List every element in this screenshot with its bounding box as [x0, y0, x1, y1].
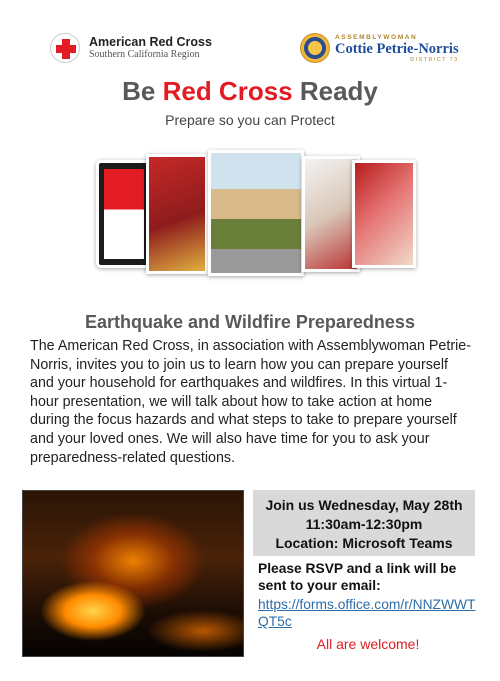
- cpr-training-photo: [352, 160, 416, 268]
- welcome-text: All are welcome!: [316, 636, 420, 652]
- rsvp-text: Please RSVP and a link will be sent to your email:: [258, 561, 457, 593]
- rsvp-link[interactable]: https://forms.office.com/r/NNZWWTQT5c: [258, 597, 476, 629]
- assembly-top-label: ASSEMBLYWOMAN: [335, 33, 418, 41]
- emergency-kit-photo: [146, 154, 208, 274]
- org-region: Southern California Region: [89, 49, 200, 60]
- volunteers-photo: [208, 150, 304, 276]
- page-subtitle: Prepare so you can Protect: [165, 112, 335, 128]
- state-seal-icon: [300, 33, 330, 63]
- section-body: The American Red Cross, in association with Assemblywoman Petrie-Norris, invites you to join us to learn how you can prepare yourself and your household for earthquakes and wildfires. In this virtual 1-hour presentation, we will talk about how to take action at home during the focus hazards and what steps to take to prepare yourself and your loved ones. We will also have time for you to ask your preparedness-related questions.: [30, 338, 471, 466]
- page-title: Be Red Cross Ready: [122, 76, 378, 106]
- assembly-name: Cottie Petrie-Norris: [335, 40, 459, 57]
- photo-collage: [90, 150, 420, 280]
- event-location: Location: Microsoft Teams: [275, 535, 453, 551]
- event-time: 11:30am-12:30pm: [305, 516, 423, 532]
- event-date: Join us Wednesday, May 28th: [265, 497, 463, 513]
- event-info-box: [253, 490, 475, 556]
- assembly-district: DISTRICT 73: [410, 56, 459, 63]
- org-name: American Red Cross: [89, 35, 212, 49]
- phone-app-photo: [96, 160, 152, 268]
- red-cross-icon: [50, 33, 80, 63]
- wildfire-photo: [22, 490, 244, 657]
- american-red-cross-logo: [50, 30, 240, 66]
- section-heading: Earthquake and Wildfire Preparedness: [85, 312, 415, 332]
- assemblywoman-logo: [300, 28, 470, 68]
